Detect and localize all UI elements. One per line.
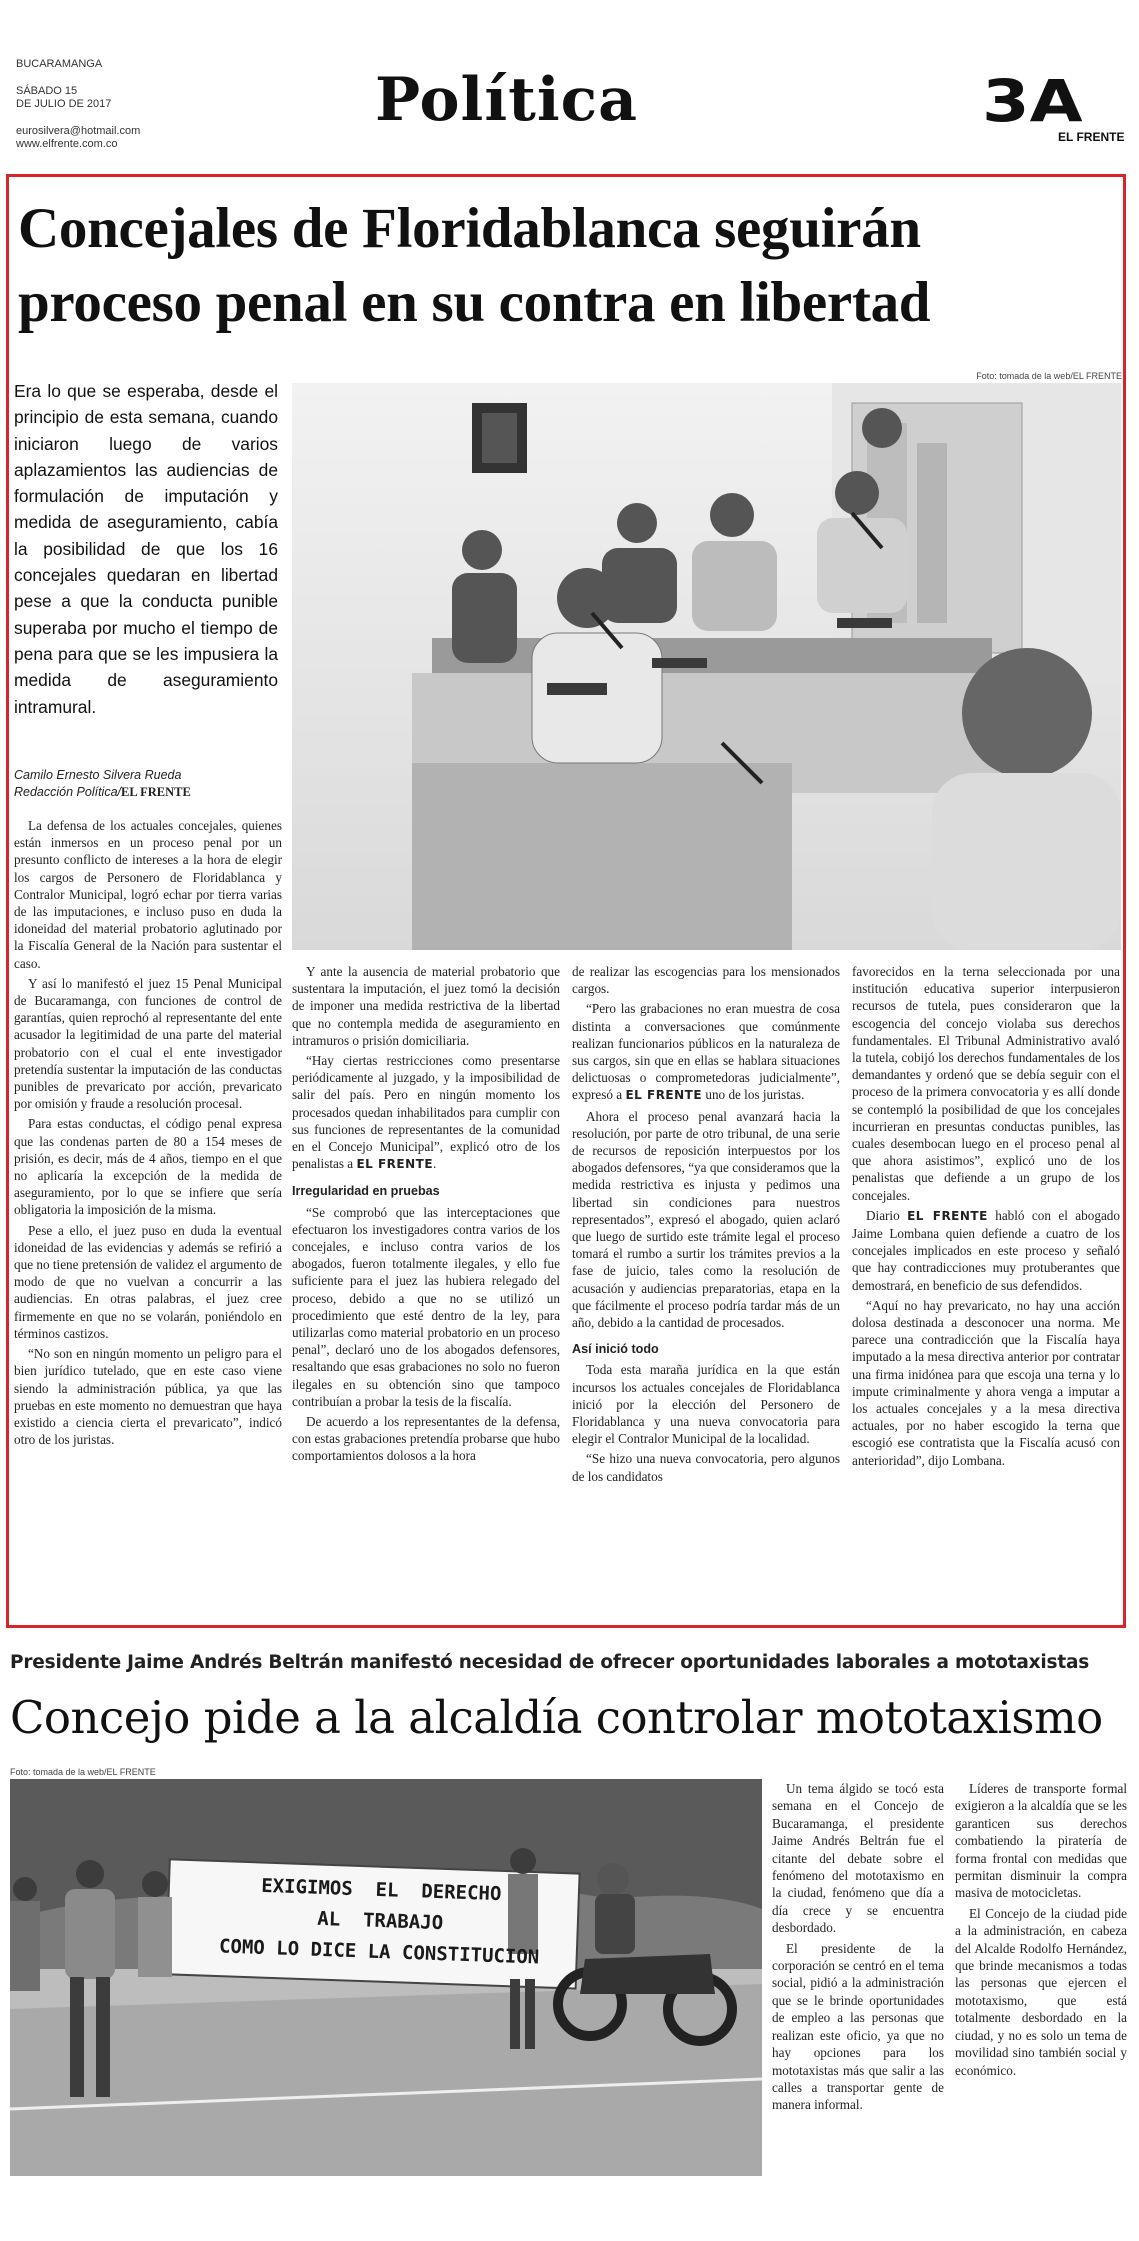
paragraph [572,1000,840,1104]
paragraph: Toda esta maraña jurídica en la que están incursos los actuales concejales de Floridablanca inició por la elección del Personero de Floridablanca y una nueva convocatoria para elegir el Contralor Municipal de la localidad. [572,1362,840,1447]
paragraph [292,1052,560,1173]
paper-mention: EL FRENTE [356,1157,434,1172]
banner-line-3: COMO LO DICE LA CONSTITUCION [218,1935,540,1969]
article-lead: Era lo que se esperaba, desde el principio de esta semana, cuando iniciaron luego de varios aplazamientos las audiencias de formulación de imputación y medida de aseguramiento, cabía la posibilidad de que los 16 concejales quedaran en libertad pese a que la conducta punible superaba por mucho el tiempo de pena para que se les impusiera la medida de aseguramiento intramural. [14,381,278,717]
article-column-2 [292,963,560,1615]
photo2-credit: Foto: tomada de la web/EL FRENTE [10,1767,156,1777]
paragraph: Ahora el proceso penal avanzará hacia la resolución, por parte de otro tribunal, de una serie de recursos de reposición interpuestos por los abogados defensores, “ya que consideramos que la medida restrictiva es injusta y pedimos una libertad sin condiciones para nuestros representados”, expresó el abogado, quien aclaró que luego de surtido este trámite legal el proceso tomará el rumbo a surtir los trámites previos a la fase de juicio, tales como la resolución de acusación y audiencias preparatorias, etapa en la que fácilmente el proceso podría tardar más de un año, debido a la cantidad de procesados. [572,1108,840,1331]
article-column-1 [14,817,282,1615]
desk-label: Redacción Política/ [14,785,122,799]
headline-line-1: Concejales de Floridablanca seguirán [18,197,921,260]
protest-banner [178,1868,581,1987]
paragraph: Y ante la ausencia de material probatorio que sustentara la imputación, el juez tomó la decisión de imponer una medida restrictiva de la libertad que no contempla medida de aseguramiento en intramuros o prisión domiciliaria. [292,964,560,1048]
paragraph: Líderes de transporte formal exigieron a la alcaldía que se les garanticen sus derechos combatiendo la piratería de forma frontal con medidas que permitan disminuir la compra masiva de motocicletas. [955,1781,1127,1901]
email[interactable]: eurosilvera@hotmail.com [16,125,141,137]
photo-credit: Foto: tomada de la web/EL FRENTE [976,371,1122,381]
article-column-3 [572,963,840,1615]
website[interactable]: www.elfrente.com.co [16,138,118,150]
paragraph: favorecidos en la terna seleccionada por una institución educativa superior interpusieron recursos de tutela, pues consideraron que la escogencia del concejo violaba sus derechos fundamentales. El Tribunal Administrativo avaló la tutela, cobijó los derechos fundamentales de los demandantes y ordenó que se debía seguir con el proceso de la primera convocatoria y es allí donde se contempló la posibilidad de que los concejales incurrieran en presuntas conductas punibles, las cuales desembocan luego en el proceso penal al que ahora asistimos”, explicó uno de los penalistas que defiende a un grupo de los concejales. [852,964,1120,1203]
paragraph: “Aquí no hay prevaricato, no hay una acción dolosa destinada a desconocer una norma. Me parece una contradicción que la Fiscalía haya imputado a la mesa directiva anterior por contratar una firma inidónea para que escoja una terna y lo impute criminalmente y ahora venga a imputar a los actuales concejales y a la mesa directiva actuales, por no haber escogido la terna que escogió ese contratista que la Fiscalía acusó con anterioridad”, dijo Lombana. [852,1297,1120,1468]
paragraph-text: Diario [866,1207,908,1223]
paragraph: Pese a ello, el juez puso en duda la eventual idoneidad de las evidencias y además se refirió a que no tiene pretensión de validez el argumento de modo de que no vuelvan a concurrir a las audiencias. En otras palabras, el juez cree firmemente en que no se volarán, poniéndolo en términos castizos. [14,1222,282,1341]
banner-line-2: AL TRABAJO [316,1907,444,1935]
author-name: Camilo Ernesto Silvera Rueda [14,768,182,782]
paragraph: El presidente de la corporación se centró en el tema social, pidió a la administración que se le brinde oportunidades de empleo a las personas que realizan este oficio, ya que no hay opciones para los mototaxistas más que salir a las calles a transportar gente de manera informal. [772,1940,944,2113]
date: DE JULIO DE 2017 [16,98,112,110]
paragraph: de realizar las escogencias para los mensionados cargos. [572,964,840,997]
article2-column-2 [955,1780,1127,2180]
paragraph-text: “Pero las grabaciones no eran muestra de cosa distinta a conversaciones que comúnmente realizan funcionarios públicos en la naturaleza de sus cargos, sin que en ellas se hablara situaciones delictuosas o comprometedoras judicialmente”, expresó a [572,1001,840,1103]
desk-line [14,784,278,801]
article2-column-1 [772,1780,944,2180]
paragraph [852,1207,1120,1294]
paragraph: Y así lo manifestó el juez 15 Penal Municipal de Bucaramanga, con funciones de control de garantías, quien reprochó al representante del ente acusador la legitimidad de una parte del material probatorio con el cual el ente investigador pretendía sustentar la imputación de las conductas punibles de prevaricato por acción, prevaricato por omisión y fraude a resolución procesal. [14,975,282,1112]
paragraph-text: habló con el abogado Jaime Lombana quien defiende a cuatro de los concejales implicados en este proceso y señaló que hay contradicciones muy protuberantes que demostrará, en beneficio de sus defendidos. [852,1207,1120,1293]
paragraph-text: “Hay ciertas restricciones como presentarse periódicamente al juzgado, y la imposibilidad de salir del país. Pero en ningún momento los procesados quedan inhabilitados para cumplir con sus funciones de representantes de la comunidad en el Concejo Municipal”, explicó otro de los penalistas a [292,1053,560,1172]
paper-mention: EL FRENTE [907,1208,988,1223]
paragraph: De acuerdo a los representantes de la defensa, con estas grabaciones pretendía probarse que hubo comportamientos dolosos a la hora [292,1414,560,1464]
paragraph: “Se hizo una nueva convocatoria, pero algunos de los candidatos [572,1451,840,1484]
city: BUCARAMANGA [16,58,103,70]
banner-line-1: EXIGIMOS EL DERECHO [260,1874,502,1906]
paragraph: Para estas conductas, el código penal expresa que las condenas parten de 80 a 154 meses de prisión, es decir, más de 4 años, tiempo en el que no aplicaría la excepción de la medida de aseguramiento, por lo que se infiere que sería obligatoria la imposición de la misma. [14,1116,282,1218]
paragraph: La defensa de los actuales concejales, quienes están inmersos en un proceso penal por un presunto conflicto de intereses a la hora de elegir los cargos de Personero de Floridablanca y Contralor Municipal, logró echar por tierra varias de las imputaciones, e incluso puso en duda la idoneidad del material probatorio aglutinado por la Fiscalía General de la Nación para sustentar el caso. [14,818,282,971]
paragraph-end: . [433,1156,437,1172]
byline [14,767,278,801]
desk-paper: EL FRENTE [121,785,191,799]
paragraph: Un tema álgido se tocó esta semana en el Concejo de Bucaramanga, el presidente Jaime Andrés Beltrán fue el citante del debate sobre el fenómeno del mototaxismo en la ciudad, fenómeno que día a día crece y se encuentra desbordado. [772,1781,944,1936]
article2-kicker: Presidente Jaime Andrés Beltrán manifestó necesidad de ofrecer oportunidades laborales a mototaxistas [10,1652,1090,1673]
council-meeting-photo [292,383,1121,950]
paragraph: “Se comprobó que las interceptaciones que efectuaron los investigadores contra varios de los concejales, e incluso contra varios de los abogados, fueron totalmente ilegales, y ello fue suficiente para el juez las hubiera relegado del proceso, debido a que no se utilizó un procedimiento que esté dentro de la ley, para utilizarlas como material probatorio en un proceso penal”, declaró uno de los abogados defensores, resaltando que esas grabaciones no solo no fueron ilegales en su obtención sino que tampoco contribuían a probar la tesis de la fiscalía. [292,1204,560,1409]
headline-line-2: proceso penal en su contra en libertad [18,271,931,334]
paper-mention: EL FRENTE [625,1088,703,1103]
masthead-meta [16,58,236,151]
paper-name: EL FRENTE [1058,130,1125,144]
paragraph-end: uno de los juristas. [702,1087,805,1103]
article-headline [18,192,1118,340]
section-title: Política [375,65,639,135]
paragraph: El Concejo de la ciudad pide a la administración, en cabeza del Alcalde Rodolfo Hernández, que brinde mecanismos a todas las personas que ejercen el mototaxismo, que está totalmente desbordado en la ciudad, y no es solo un tema de movilidad sino también social y económico. [955,1905,1127,2078]
page-number: 3A [982,67,1083,135]
subheading: Irregularidad en pruebas [292,1184,440,1199]
article-column-4 [852,963,1120,1615]
paragraph: “No son en ningún momento un peligro para el bien jurídico tutelado, que en este caso viene siendo la administración pública, ya que las pruebas en este momento no demuestran que haya existido a ciencia cierta el prevaricato”, indicó otro de los juristas. [14,1346,282,1448]
day: SÁBADO 15 [16,85,78,97]
protest-photo [10,1779,762,2176]
article2-headline: Concejo pide a la alcaldía controlar mototaxismo [10,1691,1103,1744]
subheading: Así inició todo [572,1342,659,1357]
